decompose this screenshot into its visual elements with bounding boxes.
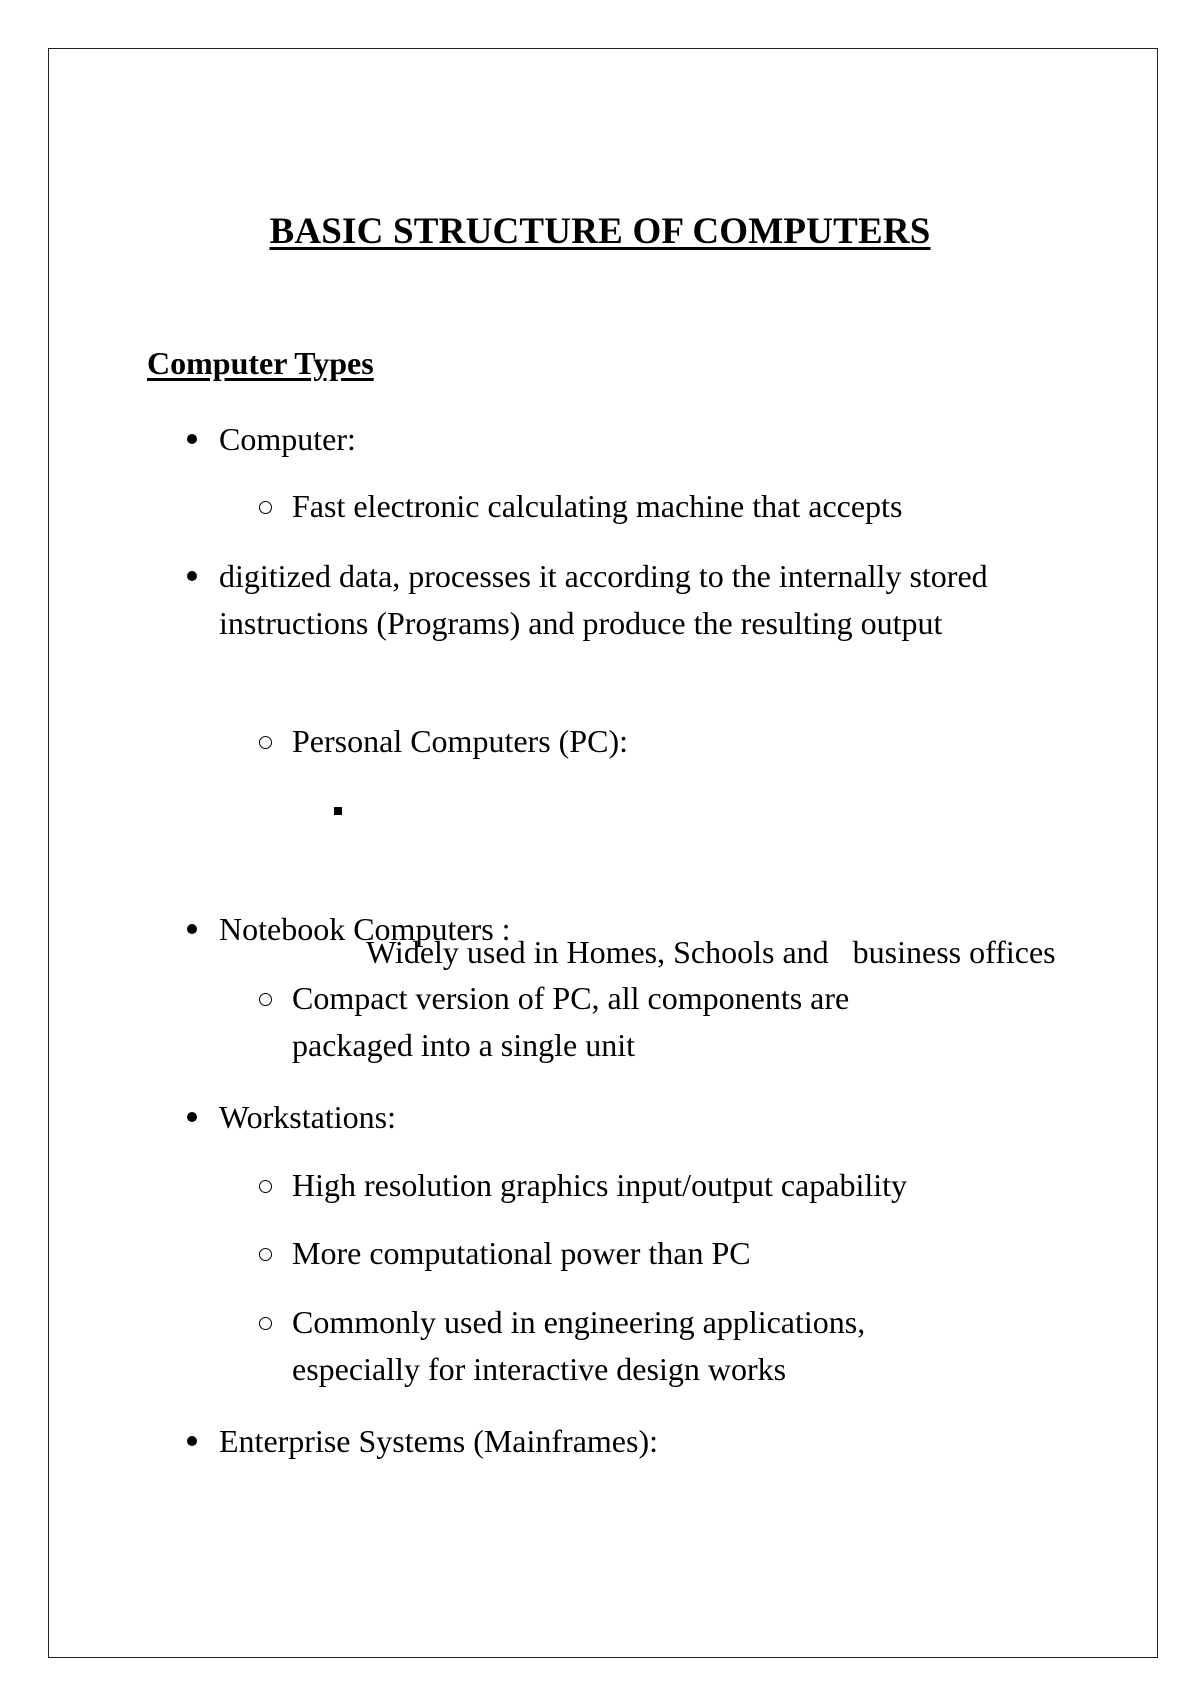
- section-heading: Computer Types: [147, 345, 374, 381]
- list-item: [219, 416, 1059, 463]
- bullet-circle-icon: [259, 1248, 272, 1261]
- list-item: [292, 1230, 1052, 1277]
- bullet-circle-icon: [259, 736, 272, 749]
- list-item: [292, 718, 1052, 765]
- list-item-text: More computational power than PC: [292, 1235, 751, 1271]
- bullet-circle-icon: [259, 1317, 272, 1330]
- document-title: BASIC STRUCTURE OF COMPUTERS: [269, 211, 931, 252]
- bullet-disc-icon: [187, 924, 197, 934]
- list-item: [219, 1418, 1059, 1465]
- list-item-text: Commonly used in engineering applications, especially for interactive design works: [292, 1304, 866, 1387]
- list-item-text: Fast electronic calculating machine that accepts: [292, 488, 903, 524]
- list-item-text: Personal Computers (PC):: [292, 723, 628, 759]
- bullet-circle-icon: [259, 1180, 272, 1193]
- bullet-circle-icon: [259, 993, 272, 1006]
- list-item-text: digitized data, processes it according to the internally stored instructions (Programs) and produce the resulting output: [219, 558, 988, 641]
- list-item-text: Enterprise Systems (Mainframes):: [219, 1423, 658, 1459]
- list-item-text: Compact version of PC, all components are packaged into a single unit: [292, 980, 850, 1063]
- list-item: [219, 906, 1059, 953]
- bullet-disc-icon: [187, 1436, 197, 1446]
- bullet-disc-icon: [187, 1112, 197, 1122]
- list-item: [292, 1299, 982, 1393]
- list-item: [292, 1162, 1052, 1209]
- list-item-text: Computer:: [219, 421, 356, 457]
- list-item-text: Notebook Computers :: [219, 911, 511, 947]
- bullet-circle-icon: [259, 501, 272, 514]
- bullet-disc-icon: [187, 571, 197, 581]
- list-item: [292, 483, 1052, 530]
- list-item: [292, 975, 972, 1069]
- bullet-square-icon: [334, 807, 342, 815]
- list-item: [219, 1094, 1059, 1141]
- list-item-text: Widely used in Homes, Schools and business offices: [366, 934, 1056, 970]
- list-item: [219, 553, 1049, 647]
- list-item-text: High resolution graphics input/output capability: [292, 1167, 908, 1203]
- bullet-disc-icon: [187, 434, 197, 444]
- list-item-text: Workstations:: [219, 1099, 396, 1135]
